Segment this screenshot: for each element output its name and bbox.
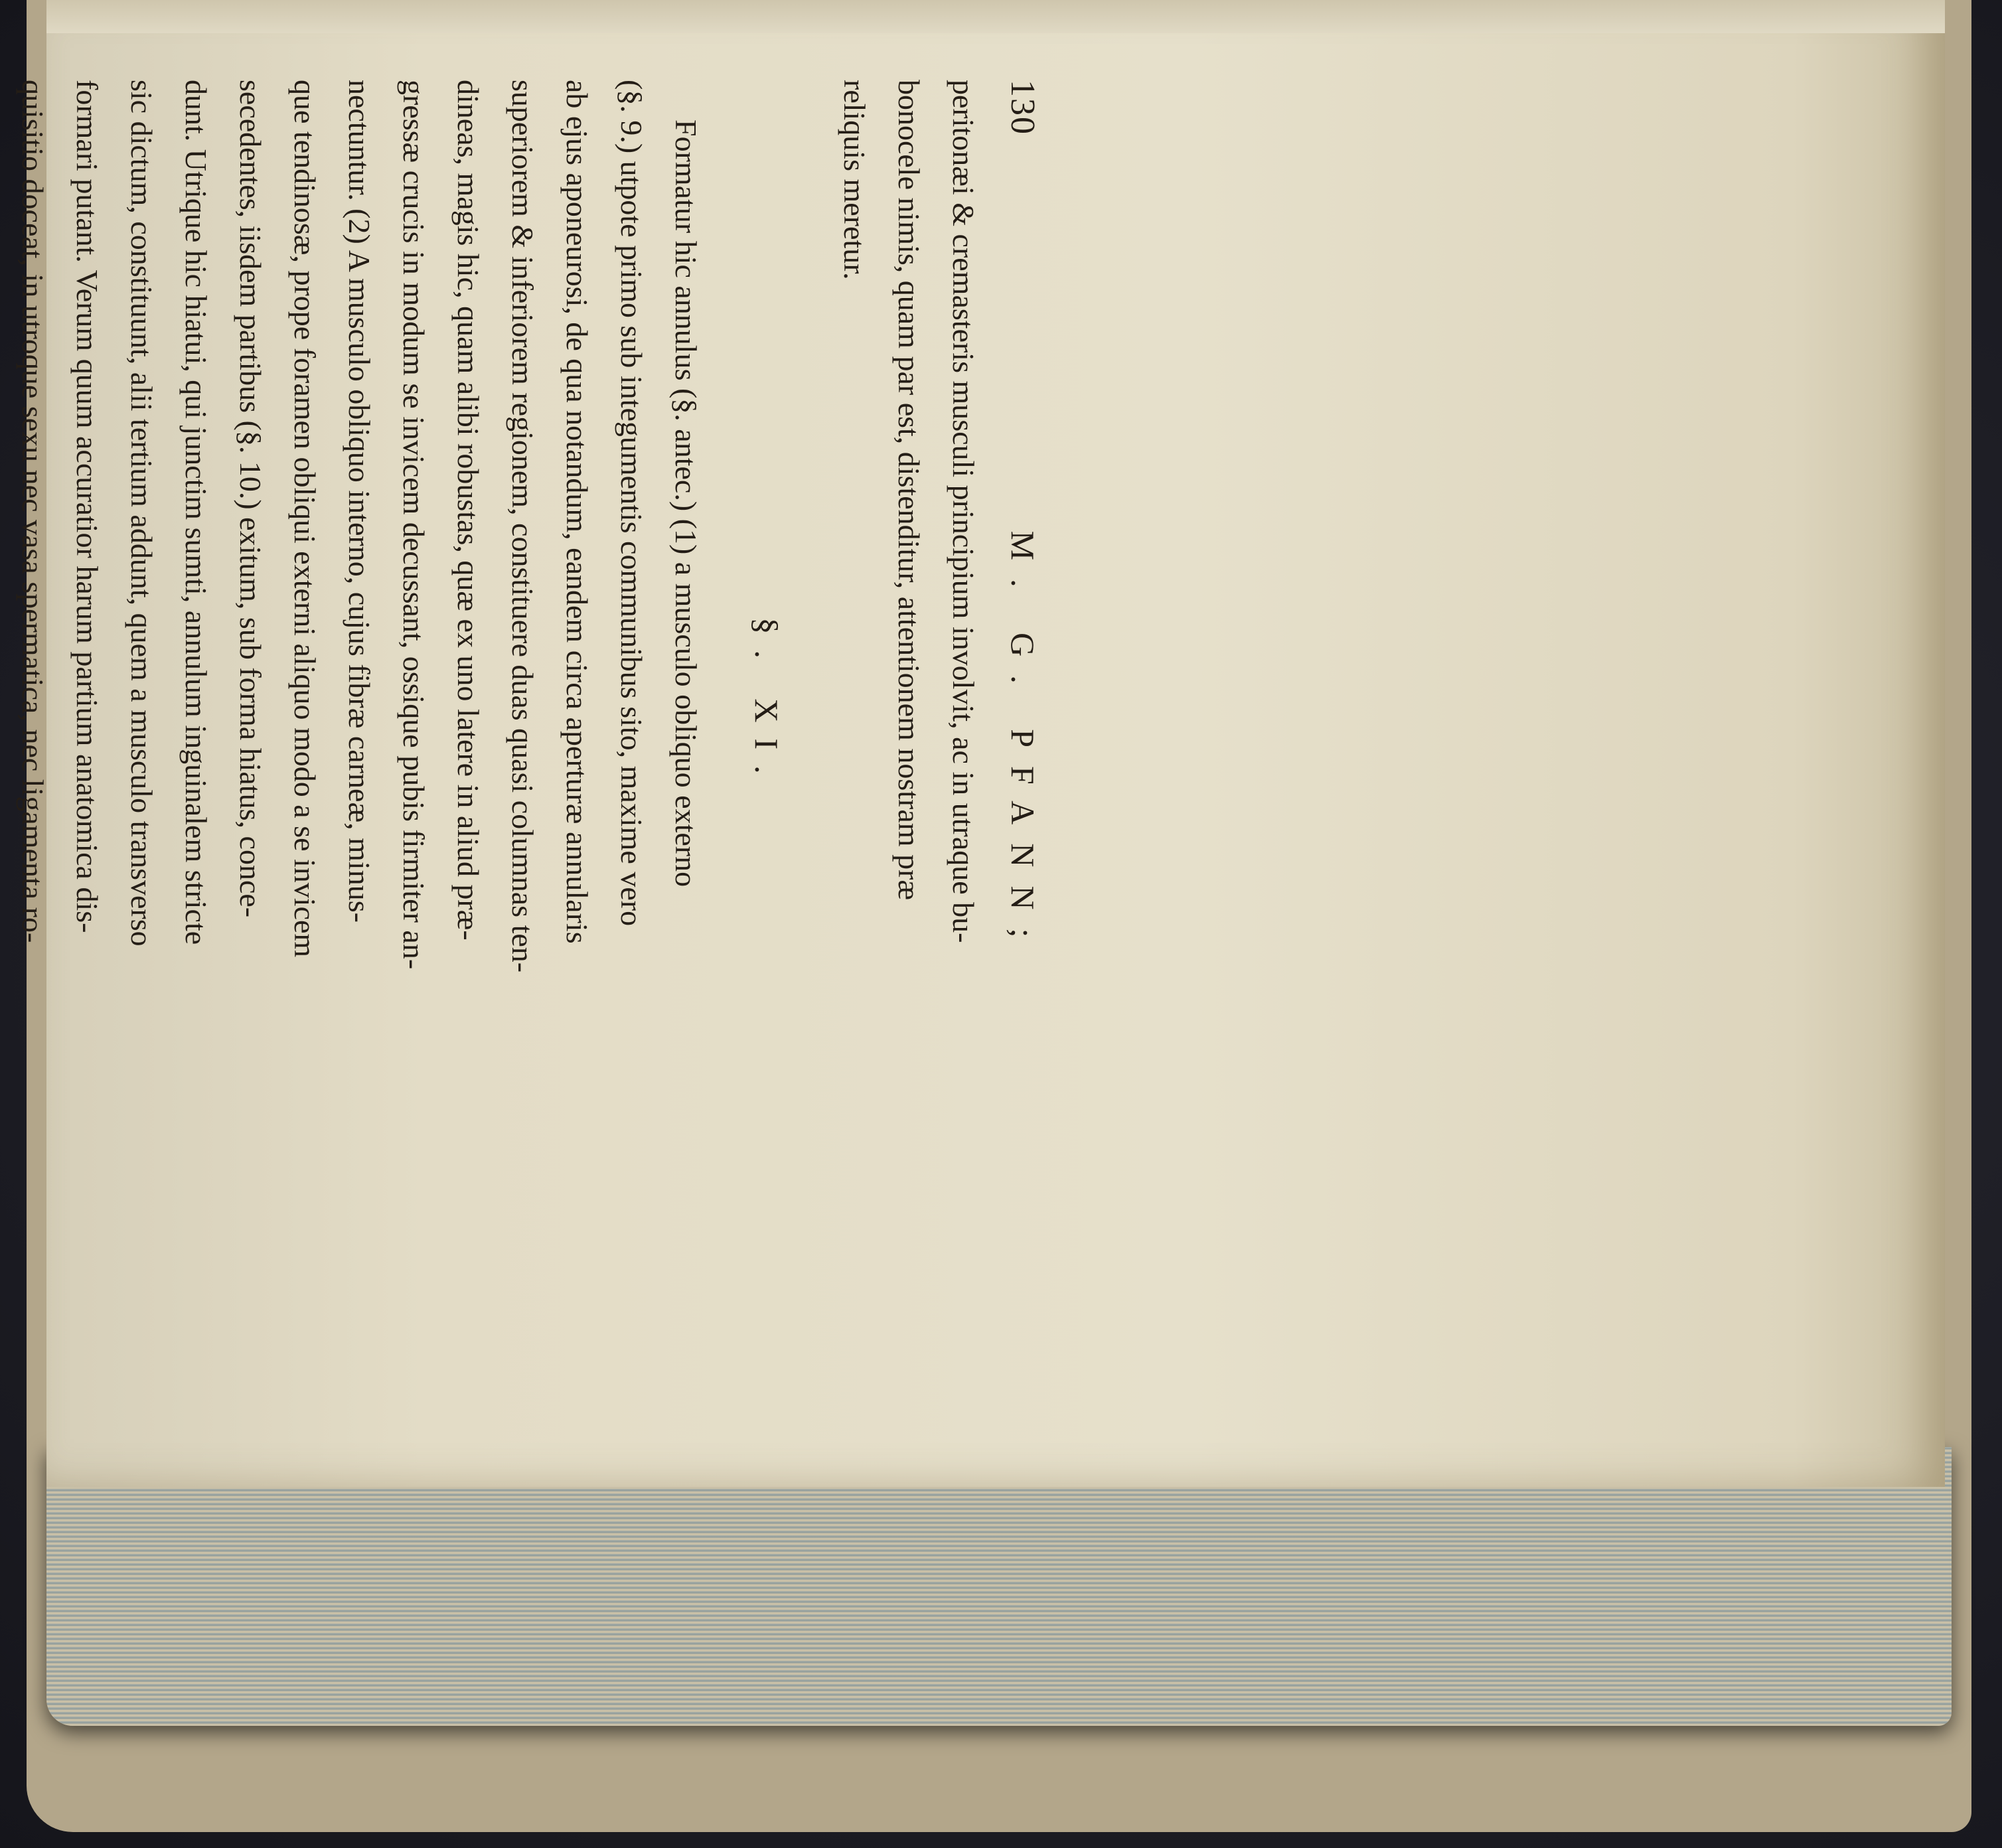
text-line: ab ejus aponeurosi, de qua notandum, eandem circa aperturæ annularis (560, 80, 594, 944)
page-header (990, 80, 1050, 1328)
intro-paragraph (827, 80, 990, 1328)
text-line: dunt. Utrique hic hiatui, qui junctim sumti, annulum inguinalem stricte (179, 80, 213, 945)
text-line: dineas, magis hic, quam alibi robustas, quæ ex uno latere in aliud præ- (451, 80, 485, 941)
text-line: secedentes, iisdem partibus (§. 10.) exitum, sub forma hiatus, conce- (234, 80, 268, 918)
text-line: formari putant. Verum quum accuratior harum partium anatomica dis- (70, 80, 104, 933)
text-line: superiorem & inferiorem regionem, constituere duas quasi columnas ten- (506, 80, 540, 973)
text-line: gressæ crucis in modum se invicem decussant, ossique pubis firmiter an- (397, 80, 431, 970)
section-xi-paragraph (0, 80, 713, 1328)
page-top-edge (46, 0, 1945, 33)
text-line (0, 80, 5, 1328)
text-line: nectuntur. (2) A musculo obliquo interno, cujus fibræ carneæ, minus- (343, 80, 376, 923)
page-number: 130 (1004, 80, 1041, 135)
text-line: bonocele nimis, quam par est, distenditur, attentionem nostram præ (892, 80, 926, 901)
text-line: quisitio doceat, in utroque sexu nec vasa spermatica, nec ligamenta ro- (16, 80, 50, 943)
text-line: reliquis meretur. (838, 80, 872, 280)
text-line: sic dictum, constituunt, alii tertium addunt, quem a musculo transverso (125, 80, 159, 947)
text-line: Formatur hic annulus (§. antec.) (1) a musculo obliquo externo (669, 119, 703, 887)
section-title-xi: §. XI. (748, 617, 785, 790)
rotated-text-block (0, 80, 1050, 1328)
text-line: (§. 9.) utpote primo sub integumentis communibus sito, maxime vero (615, 80, 649, 927)
text-line: peritonæi & cremasteris musculi principium involvit, ac in utraque bu- (947, 80, 980, 943)
page-edges (46, 1447, 1952, 1726)
running-head: M. G. PFANN; (1004, 530, 1041, 957)
text-line: que tendinosæ, prope foramen obliqui externi aliquo modo a se invicem (288, 80, 322, 958)
